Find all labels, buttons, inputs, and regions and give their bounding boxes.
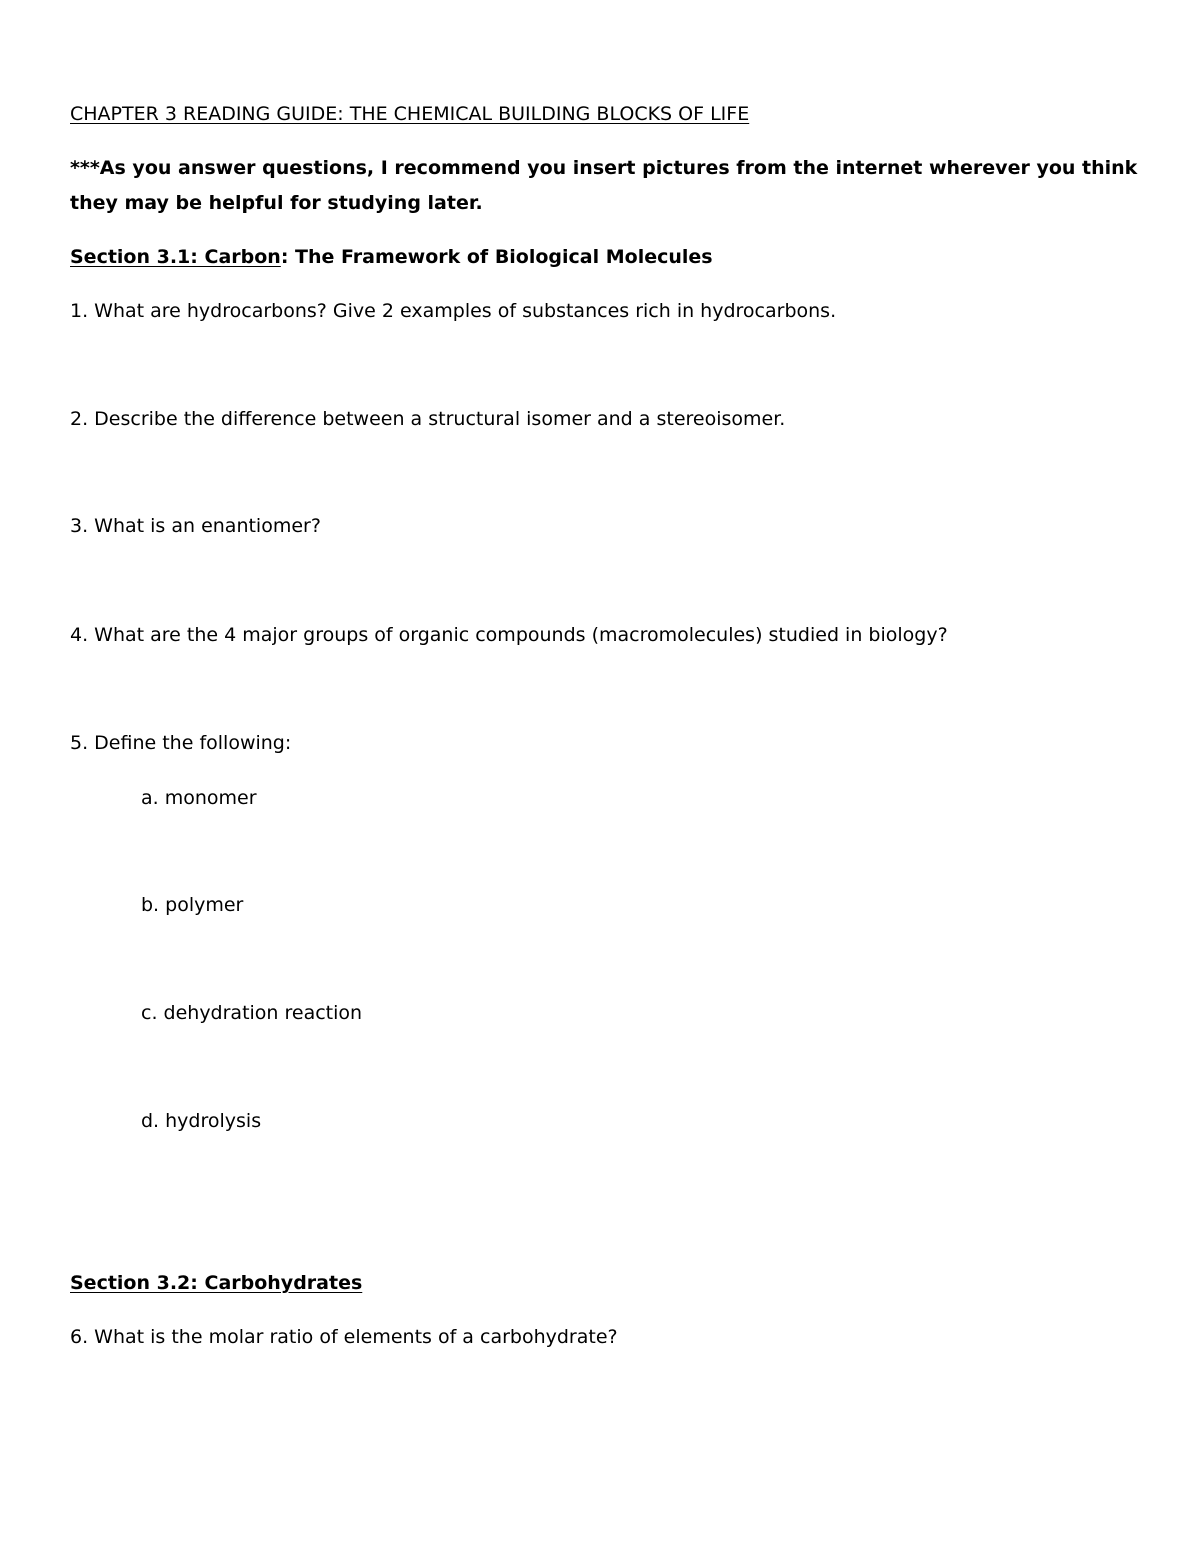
- question-1: 1. What are hydrocarbons? Give 2 examples of substances rich in hydrocarbons.: [70, 300, 837, 322]
- section-3-2-heading: [70, 1270, 362, 1296]
- instruction-note-line-2: they may be helpful for studying later.: [70, 192, 483, 214]
- document-title: CHAPTER 3 READING GUIDE: THE CHEMICAL BUILDING BLOCKS OF LIFE: [70, 103, 750, 125]
- question-2: 2. Describe the difference between a structural isomer and a stereoisomer.: [70, 408, 786, 430]
- section-3-1-subtitle: : The Framework of Biological Molecules: [280, 246, 713, 268]
- question-5a: a. monomer: [141, 787, 257, 809]
- question-5c: c. dehydration reaction: [141, 1002, 363, 1024]
- question-3: 3. What is an enantiomer?: [70, 515, 321, 537]
- question-5: 5. Define the following:: [70, 732, 292, 754]
- section-3-1-heading: [70, 244, 713, 270]
- instruction-note-line-1: ***As you answer questions, I recommend you insert pictures from the internet wherever you think: [70, 157, 1138, 179]
- question-6: 6. What is the molar ratio of elements of a carbohydrate?: [70, 1326, 618, 1348]
- question-5d: d. hydrolysis: [141, 1110, 262, 1132]
- question-5b: b. polymer: [141, 894, 244, 916]
- section-3-2-label: Section 3.2: Carbohydrates: [70, 1272, 363, 1294]
- section-3-1-label: Section 3.1: Carbon: [70, 246, 281, 268]
- question-4: 4. What are the 4 major groups of organic compounds (macromolecules) studied in biology?: [70, 624, 948, 646]
